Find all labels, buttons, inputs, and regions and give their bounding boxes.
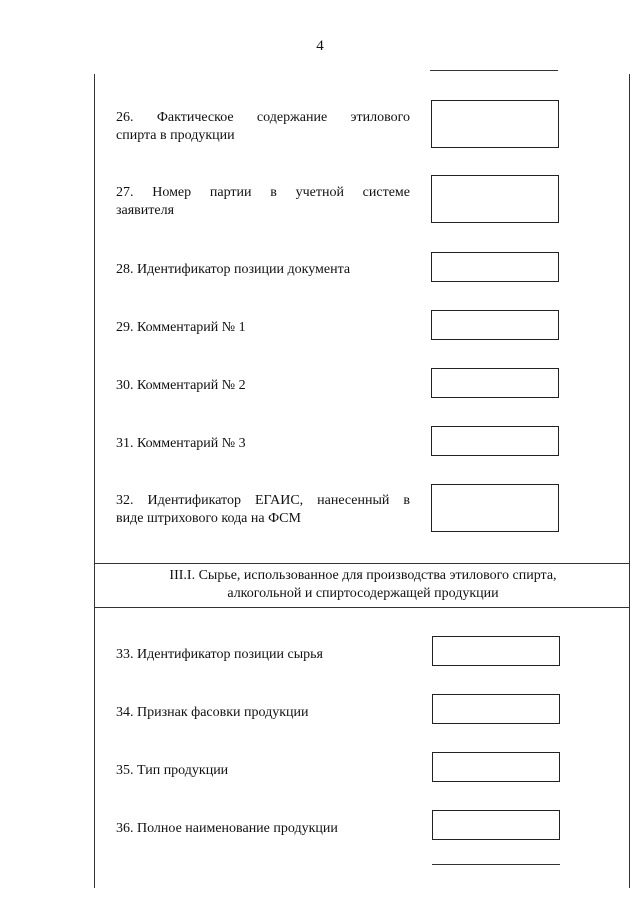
item-30-label: 30. Комментарий № 2 <box>116 378 246 393</box>
section-top-line <box>94 563 630 564</box>
item-29-label: 29. Комментарий № 1 <box>116 320 246 335</box>
item-31-label: 31. Комментарий № 3 <box>116 436 246 451</box>
section-heading-line2: алкогольной и спиртосодержащей продукции <box>227 586 499 601</box>
item-36-field[interactable] <box>432 810 560 840</box>
item-32-field[interactable] <box>431 484 559 532</box>
page-number: 4 <box>316 38 324 54</box>
item-28-field[interactable] <box>431 252 559 282</box>
item-29-field[interactable] <box>431 310 559 340</box>
item-35-field[interactable] <box>432 752 560 782</box>
item-27-label-line1: 27. Номер партии в учетной системе <box>116 185 410 200</box>
item-26-label <box>116 109 410 145</box>
item-30-field[interactable] <box>431 368 559 398</box>
item-26-label-line1: 26. Фактическое содержание этилового <box>116 110 410 125</box>
item-27-label-line2: заявителя <box>116 203 175 218</box>
item-35-label: 35. Тип продукции <box>116 763 229 778</box>
right-border-line <box>629 74 630 888</box>
section-heading-line1: III.I. Сырье, использованное для производства этилового спирта, <box>169 568 557 583</box>
item-32-label-line1: 32. Идентификатор ЕГАИС, нанесенный в <box>116 493 410 508</box>
item-34-field[interactable] <box>432 694 560 724</box>
item-27-field[interactable] <box>431 175 559 223</box>
item-32-label-line2: виде штрихового кода на ФСМ <box>116 511 301 526</box>
item-34-label: 34. Признак фасовки продукции <box>116 705 309 720</box>
item-32-label <box>116 492 410 528</box>
item-26-field[interactable] <box>431 100 559 148</box>
bottom-answer-line <box>432 864 560 865</box>
section-heading <box>96 567 630 603</box>
item-27-label <box>116 184 410 220</box>
item-28-label: 28. Идентификатор позиции документа <box>116 262 351 277</box>
section-bottom-line <box>94 607 630 608</box>
item-36-label: 36. Полное наименование продукции <box>116 821 338 836</box>
item-31-field[interactable] <box>431 426 559 456</box>
top-answer-line <box>430 70 558 71</box>
item-26-label-line2: спирта в продукции <box>116 128 235 143</box>
item-33-label: 33. Идентификатор позиции сырья <box>116 647 323 662</box>
item-33-field[interactable] <box>432 636 560 666</box>
left-border-line <box>94 74 95 888</box>
